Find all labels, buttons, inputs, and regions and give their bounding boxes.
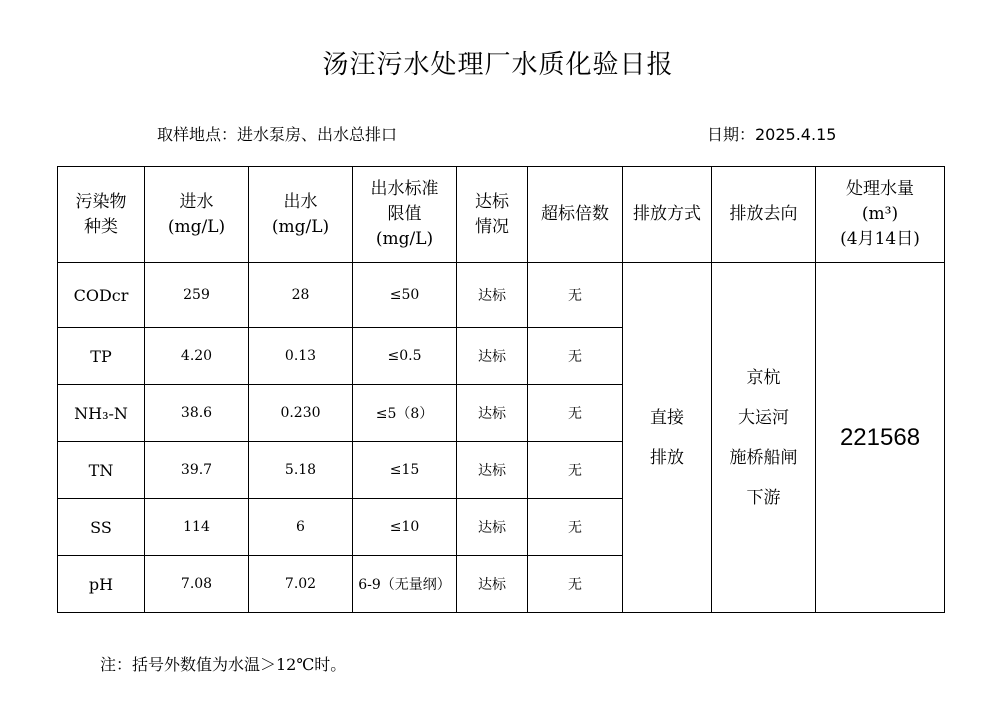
pollutant-name: pH	[58, 556, 145, 613]
discharge-destination: 京杭 大运河 施桥船闸 下游	[712, 263, 816, 613]
inflow-value: 38.6	[145, 385, 249, 442]
outflow-value: 6	[249, 499, 353, 556]
report-date: 日期：2025.4.15	[707, 125, 837, 144]
pollutant-name: TP	[58, 328, 145, 385]
exceed-multiple: 无	[528, 263, 623, 328]
footnote: 注：括号外数值为水温＞12℃时。	[100, 655, 347, 674]
compliance-status: 达标	[457, 442, 528, 499]
compliance-status: 达标	[457, 263, 528, 328]
report-title: 汤汪污水处理厂水质化验日报	[322, 50, 674, 80]
inflow-value: 4.20	[145, 328, 249, 385]
exceed-multiple: 无	[528, 556, 623, 613]
water-quality-table	[57, 166, 945, 613]
pollutant-name: SS	[58, 499, 145, 556]
exceed-multiple: 无	[528, 385, 623, 442]
standard-limit: ≤0.5	[353, 328, 457, 385]
standard-limit: ≤50	[353, 263, 457, 328]
treated-volume: 221568	[816, 263, 945, 613]
outflow-value: 28	[249, 263, 353, 328]
standard-limit: 6-9（无量纲）	[353, 556, 457, 613]
pollutant-name: CODcr	[58, 263, 145, 328]
header-inflow: 进水 (mg/L)	[145, 167, 249, 263]
header-compliance: 达标 情况	[457, 167, 528, 263]
table-row	[58, 263, 945, 328]
standard-limit: ≤5（8）	[353, 385, 457, 442]
header-volume: 处理水量 (m³) (4月14日)	[816, 167, 945, 263]
compliance-status: 达标	[457, 556, 528, 613]
pollutant-name: NH₃-N	[58, 385, 145, 442]
header-row	[58, 167, 945, 263]
discharge-method: 直接 排放	[623, 263, 712, 613]
standard-limit: ≤10	[353, 499, 457, 556]
header-discharge-method: 排放方式	[623, 167, 712, 263]
outflow-value: 0.13	[249, 328, 353, 385]
outflow-value: 0.230	[249, 385, 353, 442]
inflow-value: 259	[145, 263, 249, 328]
inflow-value: 7.08	[145, 556, 249, 613]
compliance-status: 达标	[457, 385, 528, 442]
header-standard: 出水标准 限值 (mg/L)	[353, 167, 457, 263]
header-outflow: 出水 (mg/L)	[249, 167, 353, 263]
exceed-multiple: 无	[528, 499, 623, 556]
inflow-value: 114	[145, 499, 249, 556]
header-discharge-dest: 排放去向	[712, 167, 816, 263]
compliance-status: 达标	[457, 499, 528, 556]
outflow-value: 5.18	[249, 442, 353, 499]
header-exceed: 超标倍数	[528, 167, 623, 263]
compliance-status: 达标	[457, 328, 528, 385]
sampling-location: 取样地点：进水泵房、出水总排口	[157, 125, 398, 144]
header-pollutant: 污染物 种类	[58, 167, 145, 263]
standard-limit: ≤15	[353, 442, 457, 499]
inflow-value: 39.7	[145, 442, 249, 499]
exceed-multiple: 无	[528, 442, 623, 499]
exceed-multiple: 无	[528, 328, 623, 385]
pollutant-name: TN	[58, 442, 145, 499]
outflow-value: 7.02	[249, 556, 353, 613]
